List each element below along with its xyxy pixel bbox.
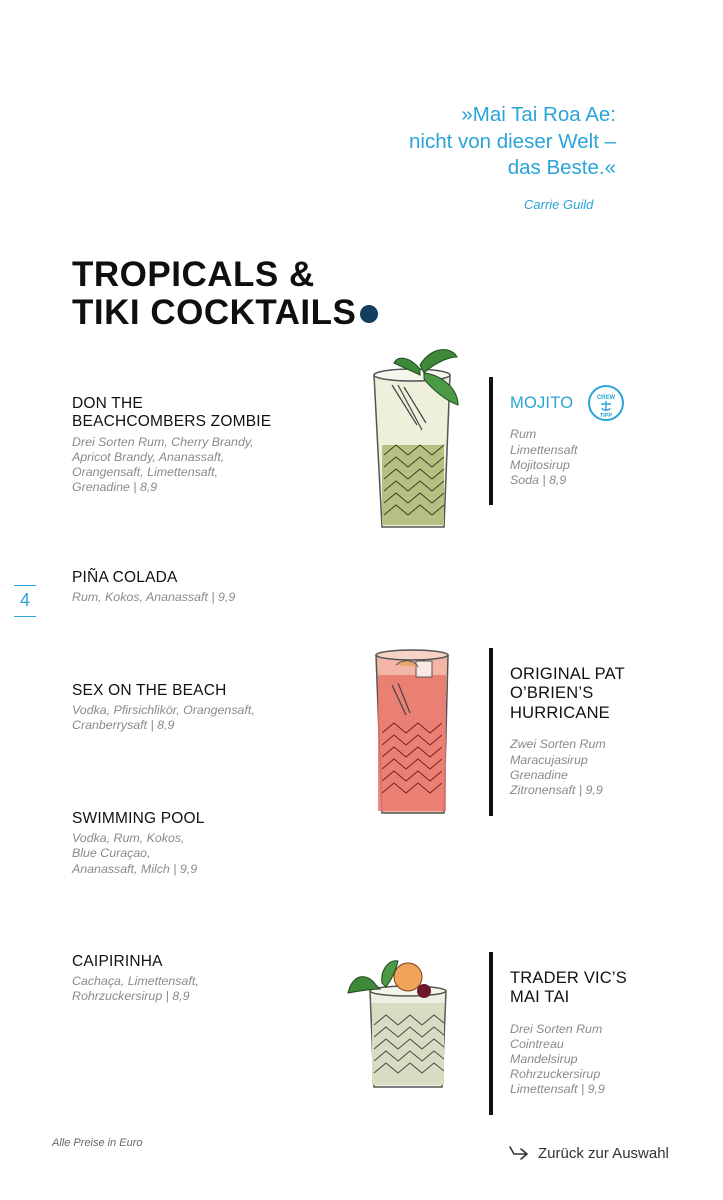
item-desc-line: Maracujasirup bbox=[510, 752, 588, 767]
item-name: PIÑA COLADA bbox=[72, 569, 178, 586]
item-name-line: O’BRIEN’S bbox=[510, 684, 594, 703]
item-name: CAIPIRINHA bbox=[72, 953, 163, 970]
badge-text-top: CREW bbox=[596, 395, 616, 401]
item-name bbox=[510, 665, 689, 723]
item-desc-line: Rohrzuckersirup bbox=[510, 1067, 601, 1082]
item-desc-line: Mojitosirup bbox=[510, 457, 570, 472]
item-desc-line: Blue Curaçao, bbox=[72, 846, 151, 861]
menu-item-zombie bbox=[72, 395, 302, 495]
item-desc-line: Vodka, Rum, Kokos, bbox=[72, 831, 185, 846]
feature-item-mai-tai bbox=[489, 952, 689, 1115]
item-description bbox=[72, 831, 302, 876]
back-link-label: Zurück zur Auswahl bbox=[538, 1144, 669, 1162]
crew-tipp-badge-icon bbox=[587, 384, 625, 422]
item-name bbox=[72, 395, 302, 432]
menu-item-swimming-pool bbox=[72, 810, 302, 877]
item-name: SEX ON THE BEACH bbox=[72, 682, 227, 699]
item-desc-line: Apricot Brandy, Ananassaft, bbox=[72, 449, 225, 464]
item-name bbox=[510, 969, 689, 1008]
item-name-line: HURRICANE bbox=[510, 703, 610, 722]
quote bbox=[316, 102, 616, 182]
item-name-line: DON THE bbox=[72, 395, 143, 412]
item-desc-line: Grenadine | 8,9 bbox=[72, 479, 158, 494]
item-name-line: BEACHCOMBERS ZOMBIE bbox=[72, 413, 272, 431]
item-name-line: TRADER VIC’S bbox=[510, 969, 627, 987]
item-description bbox=[72, 703, 302, 733]
section-title bbox=[72, 256, 356, 332]
item-desc-line: Orangensaft, Limettensaft, bbox=[72, 464, 219, 479]
price-note: Alle Preise in Euro bbox=[52, 1137, 143, 1149]
item-description bbox=[72, 590, 302, 605]
item-name: SWIMMING POOL bbox=[72, 810, 205, 827]
quote-author: Carrie Guild bbox=[524, 197, 594, 212]
item-desc-line: Rohrzuckersirup | 8,9 bbox=[72, 989, 190, 1004]
item-desc-line: Drei Sorten Rum, Cherry Brandy, bbox=[72, 434, 254, 449]
item-description bbox=[72, 974, 302, 1004]
item-description bbox=[510, 737, 689, 798]
back-to-selection-link[interactable] bbox=[508, 1144, 669, 1162]
item-desc-line: Ananassaft, Milch | 9,9 bbox=[72, 861, 198, 876]
page-number: 4 bbox=[14, 585, 36, 617]
item-desc-line: Rum bbox=[510, 427, 537, 442]
badge-text-bottom: TIPP bbox=[599, 413, 613, 419]
item-description bbox=[510, 427, 689, 488]
item-desc-line: Zwei Sorten Rum bbox=[510, 737, 606, 752]
item-name: MOJITO bbox=[510, 394, 574, 412]
mojito-glass-illustration bbox=[362, 345, 462, 535]
return-arrow-icon bbox=[508, 1144, 530, 1162]
item-desc-line: Cranberrysaft | 8,9 bbox=[72, 718, 175, 733]
hurricane-glass-illustration bbox=[366, 645, 458, 820]
item-name-line: MAI TAI bbox=[510, 988, 570, 1007]
quote-line: nicht von dieser Welt – bbox=[408, 129, 616, 153]
item-desc-line: Mandelsirup bbox=[510, 1052, 578, 1067]
item-desc-line: Soda | 8,9 bbox=[510, 472, 567, 487]
item-desc-line: Cachaça, Limettensaft, bbox=[72, 974, 199, 989]
quote-line: »Mai Tai Roa Ae: bbox=[461, 103, 616, 126]
feature-item-hurricane bbox=[489, 648, 689, 816]
quote-line: das Beste.« bbox=[507, 156, 616, 180]
menu-item-caipirinha bbox=[72, 953, 302, 1005]
item-desc-line: Zitronensaft | 9,9 bbox=[510, 782, 603, 797]
item-desc-line: Cointreau bbox=[510, 1037, 564, 1052]
mai-tai-glass-illustration bbox=[346, 957, 456, 1095]
menu-item-sex-on-the-beach bbox=[72, 682, 302, 734]
item-desc-line: Limettensaft bbox=[510, 442, 578, 457]
section-title-line: TIKI COCKTAILS bbox=[72, 292, 357, 332]
section-title-line: TROPICALS & bbox=[72, 255, 315, 294]
menu-item-pina-colada bbox=[72, 569, 302, 605]
item-description bbox=[72, 435, 302, 496]
item-desc-line: Rum, Kokos, Ananassaft | 9,9 bbox=[72, 590, 236, 605]
item-name-line: ORIGINAL PAT bbox=[510, 665, 625, 683]
item-desc-line: Vodka, Pfirsichlikör, Orangensaft, bbox=[72, 703, 255, 718]
item-description bbox=[510, 1022, 689, 1098]
item-desc-line: Limettensaft | 9,9 bbox=[510, 1082, 605, 1097]
title-dot bbox=[360, 305, 378, 323]
item-desc-line: Drei Sorten Rum bbox=[510, 1021, 603, 1036]
item-desc-line: Grenadine bbox=[510, 767, 568, 782]
